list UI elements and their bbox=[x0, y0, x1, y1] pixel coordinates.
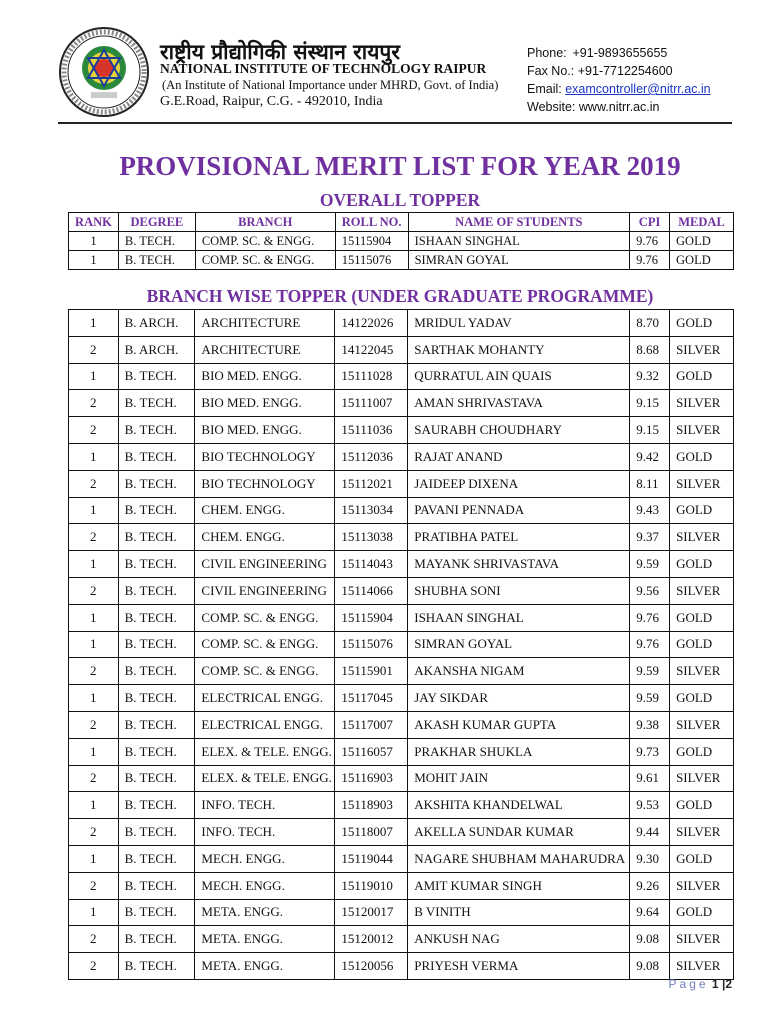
cell-cpi: 9.64 bbox=[630, 899, 670, 926]
cell-name: ISHAAN SINGHAL bbox=[408, 232, 629, 251]
cell-cpi: 9.76 bbox=[630, 631, 670, 658]
cell-name: SIMRAN GOYAL bbox=[408, 631, 630, 658]
cell-name: AKANSHA NIGAM bbox=[408, 658, 630, 685]
cell-branch: BIO TECHNOLOGY bbox=[195, 443, 335, 470]
table-row bbox=[69, 953, 734, 980]
fax-value: +91-7712254600 bbox=[577, 64, 673, 78]
table-row bbox=[69, 819, 734, 846]
cell-branch: CHEM. ENGG. bbox=[195, 524, 335, 551]
table-row bbox=[69, 417, 734, 444]
cell-branch: ARCHITECTURE bbox=[195, 310, 335, 337]
cell-cpi: 9.30 bbox=[630, 845, 670, 872]
cell-cpi: 9.08 bbox=[630, 926, 670, 953]
cell-roll: 15111036 bbox=[335, 417, 408, 444]
total-pages: 2 bbox=[725, 977, 732, 991]
cell-degree: B. TECH. bbox=[118, 899, 195, 926]
cell-name: MRIDUL YADAV bbox=[408, 310, 630, 337]
cell-branch: ELECTRICAL ENGG. bbox=[195, 685, 335, 712]
cell-degree: B. TECH. bbox=[118, 232, 195, 251]
page-title: PROVISIONAL MERIT LIST FOR YEAR 2019 bbox=[119, 151, 681, 181]
cell-name: RAJAT ANAND bbox=[408, 443, 630, 470]
cell-degree: B. TECH. bbox=[118, 792, 195, 819]
cell-cpi: 9.73 bbox=[630, 738, 670, 765]
institute-address: G.E.Road, Raipur, C.G. - 492010, India bbox=[160, 94, 383, 109]
cell-cpi: 9.59 bbox=[630, 658, 670, 685]
cell-rank: 1 bbox=[69, 899, 119, 926]
cell-roll: 15118903 bbox=[335, 792, 408, 819]
cell-rank: 1 bbox=[69, 443, 119, 470]
cell-name: SIMRAN GOYAL bbox=[408, 251, 629, 270]
cell-roll: 14122026 bbox=[335, 310, 408, 337]
table-row bbox=[69, 872, 734, 899]
cell-medal: GOLD bbox=[670, 232, 734, 251]
cell-branch: ELECTRICAL ENGG. bbox=[195, 711, 335, 738]
table-row bbox=[69, 363, 734, 390]
table-row bbox=[69, 685, 734, 712]
cell-degree: B. ARCH. bbox=[118, 310, 195, 337]
cell-medal: SILVER bbox=[670, 765, 734, 792]
cell-branch: INFO. TECH. bbox=[195, 819, 335, 846]
cell-degree: B. TECH. bbox=[118, 765, 195, 792]
cell-cpi: 9.56 bbox=[630, 577, 670, 604]
cell-rank: 1 bbox=[69, 497, 119, 524]
cell-medal: GOLD bbox=[670, 738, 734, 765]
cell-rank: 1 bbox=[69, 251, 119, 270]
cell-name: PRAKHAR SHUKLA bbox=[408, 738, 630, 765]
cell-medal: SILVER bbox=[670, 926, 734, 953]
cell-roll: 15112021 bbox=[335, 470, 408, 497]
cell-name: AKSHITA KHANDELWAL bbox=[408, 792, 630, 819]
cell-roll: 15111028 bbox=[335, 363, 408, 390]
cell-roll: 15114066 bbox=[335, 577, 408, 604]
cell-rank: 2 bbox=[69, 872, 119, 899]
cell-name: MOHIT JAIN bbox=[408, 765, 630, 792]
cell-roll: 15117007 bbox=[335, 711, 408, 738]
contact-block bbox=[527, 44, 711, 116]
cell-degree: B. TECH. bbox=[118, 953, 195, 980]
cell-degree: B. TECH. bbox=[118, 819, 195, 846]
cell-medal: GOLD bbox=[670, 845, 734, 872]
cell-roll: 15119010 bbox=[335, 872, 408, 899]
cell-cpi: 9.59 bbox=[630, 685, 670, 712]
cell-rank: 2 bbox=[69, 926, 119, 953]
page-footer bbox=[669, 977, 732, 991]
cell-roll: 15111007 bbox=[335, 390, 408, 417]
table-row bbox=[69, 845, 734, 872]
cell-branch: BIO MED. ENGG. bbox=[195, 390, 335, 417]
cell-cpi: 9.38 bbox=[630, 711, 670, 738]
cell-medal: GOLD bbox=[670, 310, 734, 337]
cell-degree: B. TECH. bbox=[118, 497, 195, 524]
cell-rank: 1 bbox=[69, 551, 119, 578]
cell-medal: SILVER bbox=[670, 390, 734, 417]
column-header-medal: MEDAL bbox=[670, 213, 734, 232]
cell-name: JAIDEEP DIXENA bbox=[408, 470, 630, 497]
cell-cpi: 9.32 bbox=[630, 363, 670, 390]
cell-medal: SILVER bbox=[670, 577, 734, 604]
cell-name: MAYANK SHRIVASTAVA bbox=[408, 551, 630, 578]
cell-degree: B. TECH. bbox=[118, 251, 195, 270]
table-header-row bbox=[69, 213, 734, 232]
cell-medal: GOLD bbox=[670, 604, 734, 631]
page-separator: | bbox=[721, 977, 726, 991]
phone-value: +91-9893655655 bbox=[572, 46, 668, 60]
cell-rank: 1 bbox=[69, 792, 119, 819]
cell-branch: COMP. SC. & ENGG. bbox=[195, 604, 335, 631]
institute-hindi-name: राष्ट्रीय प्रौद्योगिकी संस्थान रायपुर bbox=[160, 40, 400, 64]
cell-rank: 1 bbox=[69, 604, 119, 631]
phone-label: Phone: bbox=[527, 46, 567, 60]
table-row bbox=[69, 470, 734, 497]
cell-medal: GOLD bbox=[670, 631, 734, 658]
cell-rank: 2 bbox=[69, 819, 119, 846]
cell-degree: B. TECH. bbox=[118, 363, 195, 390]
cell-rank: 2 bbox=[69, 524, 119, 551]
table-row bbox=[69, 551, 734, 578]
cell-rank: 1 bbox=[69, 232, 119, 251]
cell-roll: 15118007 bbox=[335, 819, 408, 846]
cell-branch: CHEM. ENGG. bbox=[195, 497, 335, 524]
cell-name: ISHAAN SINGHAL bbox=[408, 604, 630, 631]
table-row bbox=[69, 336, 734, 363]
cell-cpi: 9.15 bbox=[630, 417, 670, 444]
branch-topper-table bbox=[68, 309, 734, 980]
email-label: Email: bbox=[527, 82, 562, 96]
cell-roll: 15115076 bbox=[335, 251, 408, 270]
cell-medal: GOLD bbox=[670, 251, 734, 270]
table-row bbox=[69, 497, 734, 524]
cell-medal: GOLD bbox=[670, 497, 734, 524]
cell-degree: B. TECH. bbox=[118, 658, 195, 685]
cell-medal: GOLD bbox=[670, 792, 734, 819]
cell-degree: B. TECH. bbox=[118, 390, 195, 417]
table-row bbox=[69, 310, 734, 337]
cell-rank: 1 bbox=[69, 363, 119, 390]
column-header-name: NAME OF STUDENTS bbox=[408, 213, 629, 232]
cell-rank: 2 bbox=[69, 953, 119, 980]
cell-degree: B. TECH. bbox=[118, 443, 195, 470]
cell-roll: 15115076 bbox=[335, 631, 408, 658]
cell-cpi: 9.08 bbox=[630, 953, 670, 980]
cell-name: JAY SIKDAR bbox=[408, 685, 630, 712]
table-row bbox=[69, 524, 734, 551]
cell-branch: BIO TECHNOLOGY bbox=[195, 470, 335, 497]
cell-cpi: 8.70 bbox=[630, 310, 670, 337]
table-row bbox=[69, 390, 734, 417]
column-header-cpi: CPI bbox=[630, 213, 670, 232]
cell-medal: SILVER bbox=[670, 417, 734, 444]
table-row bbox=[69, 251, 734, 270]
cell-name: NAGARE SHUBHAM MAHARUDRA bbox=[408, 845, 630, 872]
website-value: www.nitrr.ac.in bbox=[578, 100, 660, 114]
cell-branch: META. ENGG. bbox=[195, 926, 335, 953]
cell-name: AMIT KUMAR SINGH bbox=[408, 872, 630, 899]
cell-cpi: 9.59 bbox=[630, 551, 670, 578]
cell-cpi: 9.26 bbox=[630, 872, 670, 899]
cell-branch: COMP. SC. & ENGG. bbox=[195, 631, 335, 658]
cell-cpi: 9.76 bbox=[630, 251, 670, 270]
cell-medal: SILVER bbox=[670, 711, 734, 738]
institute-logo-icon bbox=[58, 26, 150, 118]
cell-roll: 15116057 bbox=[335, 738, 408, 765]
cell-cpi: 9.76 bbox=[630, 232, 670, 251]
cell-degree: B. ARCH. bbox=[118, 336, 195, 363]
cell-name: PAVANI PENNADA bbox=[408, 497, 630, 524]
cell-degree: B. TECH. bbox=[118, 577, 195, 604]
cell-roll: 15116903 bbox=[335, 765, 408, 792]
cell-degree: B. TECH. bbox=[118, 417, 195, 444]
column-header-degree: DEGREE bbox=[118, 213, 195, 232]
column-header-rank: RANK bbox=[69, 213, 119, 232]
cell-rank: 2 bbox=[69, 765, 119, 792]
cell-branch: ELEX. & TELE. ENGG. bbox=[195, 738, 335, 765]
table-row bbox=[69, 443, 734, 470]
cell-branch: COMP. SC. & ENGG. bbox=[195, 232, 335, 251]
table-row bbox=[69, 765, 734, 792]
cell-branch: CIVIL ENGINEERING bbox=[195, 551, 335, 578]
cell-name: SHUBHA SONI bbox=[408, 577, 630, 604]
cell-branch: COMP. SC. & ENGG. bbox=[195, 251, 335, 270]
table-row bbox=[69, 658, 734, 685]
cell-rank: 2 bbox=[69, 417, 119, 444]
cell-name: PRATIBHA PATEL bbox=[408, 524, 630, 551]
cell-rank: 2 bbox=[69, 390, 119, 417]
cell-roll: 15120012 bbox=[335, 926, 408, 953]
overall-topper-heading: OVERALL TOPPER bbox=[319, 190, 481, 210]
cell-roll: 15114043 bbox=[335, 551, 408, 578]
cell-cpi: 8.68 bbox=[630, 336, 670, 363]
column-header-roll: ROLL NO. bbox=[335, 213, 408, 232]
overall-topper-table bbox=[68, 212, 734, 270]
table-row bbox=[69, 631, 734, 658]
cell-roll: 15115904 bbox=[335, 232, 408, 251]
table-row bbox=[69, 711, 734, 738]
page-label: Page bbox=[668, 977, 709, 991]
cell-medal: GOLD bbox=[670, 363, 734, 390]
cell-branch: META. ENGG. bbox=[195, 899, 335, 926]
cell-branch: META. ENGG. bbox=[195, 953, 335, 980]
cell-branch: MECH. ENGG. bbox=[195, 845, 335, 872]
fax-label: Fax No.: bbox=[527, 64, 575, 78]
cell-roll: 15112036 bbox=[335, 443, 408, 470]
cell-cpi: 9.15 bbox=[630, 390, 670, 417]
cell-medal: GOLD bbox=[670, 899, 734, 926]
cell-medal: GOLD bbox=[670, 443, 734, 470]
cell-rank: 1 bbox=[69, 845, 119, 872]
cell-roll: 15115901 bbox=[335, 658, 408, 685]
cell-degree: B. TECH. bbox=[118, 685, 195, 712]
cell-name: PRIYESH VERMA bbox=[408, 953, 630, 980]
institute-name: NATIONAL INSTITUTE OF TECHNOLOGY RAIPUR bbox=[160, 61, 487, 76]
cell-rank: 2 bbox=[69, 577, 119, 604]
cell-medal: SILVER bbox=[670, 872, 734, 899]
table-row bbox=[69, 738, 734, 765]
cell-cpi: 9.76 bbox=[630, 604, 670, 631]
cell-branch: COMP. SC. & ENGG. bbox=[195, 658, 335, 685]
cell-roll: 15119044 bbox=[335, 845, 408, 872]
cell-name: ANKUSH NAG bbox=[408, 926, 630, 953]
cell-branch: INFO. TECH. bbox=[195, 792, 335, 819]
cell-cpi: 9.42 bbox=[630, 443, 670, 470]
cell-degree: B. TECH. bbox=[118, 524, 195, 551]
email-link[interactable]: examcontroller@nitrr.ac.in bbox=[565, 82, 711, 96]
cell-cpi: 9.37 bbox=[630, 524, 670, 551]
cell-medal: SILVER bbox=[670, 470, 734, 497]
cell-degree: B. TECH. bbox=[118, 604, 195, 631]
cell-cpi: 9.61 bbox=[630, 765, 670, 792]
website-label: Website: bbox=[527, 100, 576, 114]
cell-medal: SILVER bbox=[670, 953, 734, 980]
branch-topper-heading: BRANCH WISE TOPPER (UNDER GRADUATE PROGRAMME) bbox=[146, 286, 654, 306]
table-row bbox=[69, 232, 734, 251]
cell-name: QURRATUL AIN QUAIS bbox=[408, 363, 630, 390]
cell-cpi: 9.43 bbox=[630, 497, 670, 524]
table-row bbox=[69, 792, 734, 819]
cell-roll: 15120017 bbox=[335, 899, 408, 926]
cell-rank: 2 bbox=[69, 711, 119, 738]
cell-name: AKELLA SUNDAR KUMAR bbox=[408, 819, 630, 846]
cell-name: SAURABH CHOUDHARY bbox=[408, 417, 630, 444]
cell-degree: B. TECH. bbox=[118, 872, 195, 899]
institute-subtitle: (An Institute of National Importance under MHRD, Govt. of India) bbox=[162, 78, 499, 92]
cell-roll: 15120056 bbox=[335, 953, 408, 980]
cell-roll: 15113038 bbox=[335, 524, 408, 551]
cell-cpi: 9.44 bbox=[630, 819, 670, 846]
cell-medal: SILVER bbox=[670, 819, 734, 846]
cell-rank: 1 bbox=[69, 631, 119, 658]
cell-degree: B. TECH. bbox=[118, 926, 195, 953]
cell-name: AKASH KUMAR GUPTA bbox=[408, 711, 630, 738]
column-header-branch: BRANCH bbox=[195, 213, 335, 232]
cell-rank: 2 bbox=[69, 470, 119, 497]
cell-roll: 15117045 bbox=[335, 685, 408, 712]
cell-roll: 15115904 bbox=[335, 604, 408, 631]
cell-degree: B. TECH. bbox=[118, 551, 195, 578]
cell-branch: BIO MED. ENGG. bbox=[195, 417, 335, 444]
cell-medal: GOLD bbox=[670, 685, 734, 712]
table-row bbox=[69, 577, 734, 604]
cell-medal: SILVER bbox=[670, 658, 734, 685]
cell-degree: B. TECH. bbox=[118, 711, 195, 738]
cell-rank: 2 bbox=[69, 658, 119, 685]
cell-medal: SILVER bbox=[670, 524, 734, 551]
cell-cpi: 9.53 bbox=[630, 792, 670, 819]
cell-degree: B. TECH. bbox=[118, 470, 195, 497]
cell-roll: 14122045 bbox=[335, 336, 408, 363]
cell-cpi: 8.11 bbox=[630, 470, 670, 497]
cell-degree: B. TECH. bbox=[118, 845, 195, 872]
cell-branch: ARCHITECTURE bbox=[195, 336, 335, 363]
cell-rank: 1 bbox=[69, 738, 119, 765]
cell-name: SARTHAK MOHANTY bbox=[408, 336, 630, 363]
cell-branch: BIO MED. ENGG. bbox=[195, 363, 335, 390]
cell-roll: 15113034 bbox=[335, 497, 408, 524]
cell-rank: 1 bbox=[69, 310, 119, 337]
current-page: 1 bbox=[711, 977, 719, 991]
cell-medal: SILVER bbox=[670, 336, 734, 363]
cell-rank: 1 bbox=[69, 685, 119, 712]
cell-rank: 2 bbox=[69, 336, 119, 363]
cell-branch: CIVIL ENGINEERING bbox=[195, 577, 335, 604]
cell-branch: ELEX. & TELE. ENGG. bbox=[195, 765, 335, 792]
cell-name: AMAN SHRIVASTAVA bbox=[408, 390, 630, 417]
cell-degree: B. TECH. bbox=[118, 631, 195, 658]
table-row bbox=[69, 926, 734, 953]
table-row bbox=[69, 899, 734, 926]
header-divider bbox=[58, 122, 732, 124]
cell-name: B VINITH bbox=[408, 899, 630, 926]
cell-medal: GOLD bbox=[670, 551, 734, 578]
table-row bbox=[69, 604, 734, 631]
cell-branch: MECH. ENGG. bbox=[195, 872, 335, 899]
cell-degree: B. TECH. bbox=[118, 738, 195, 765]
